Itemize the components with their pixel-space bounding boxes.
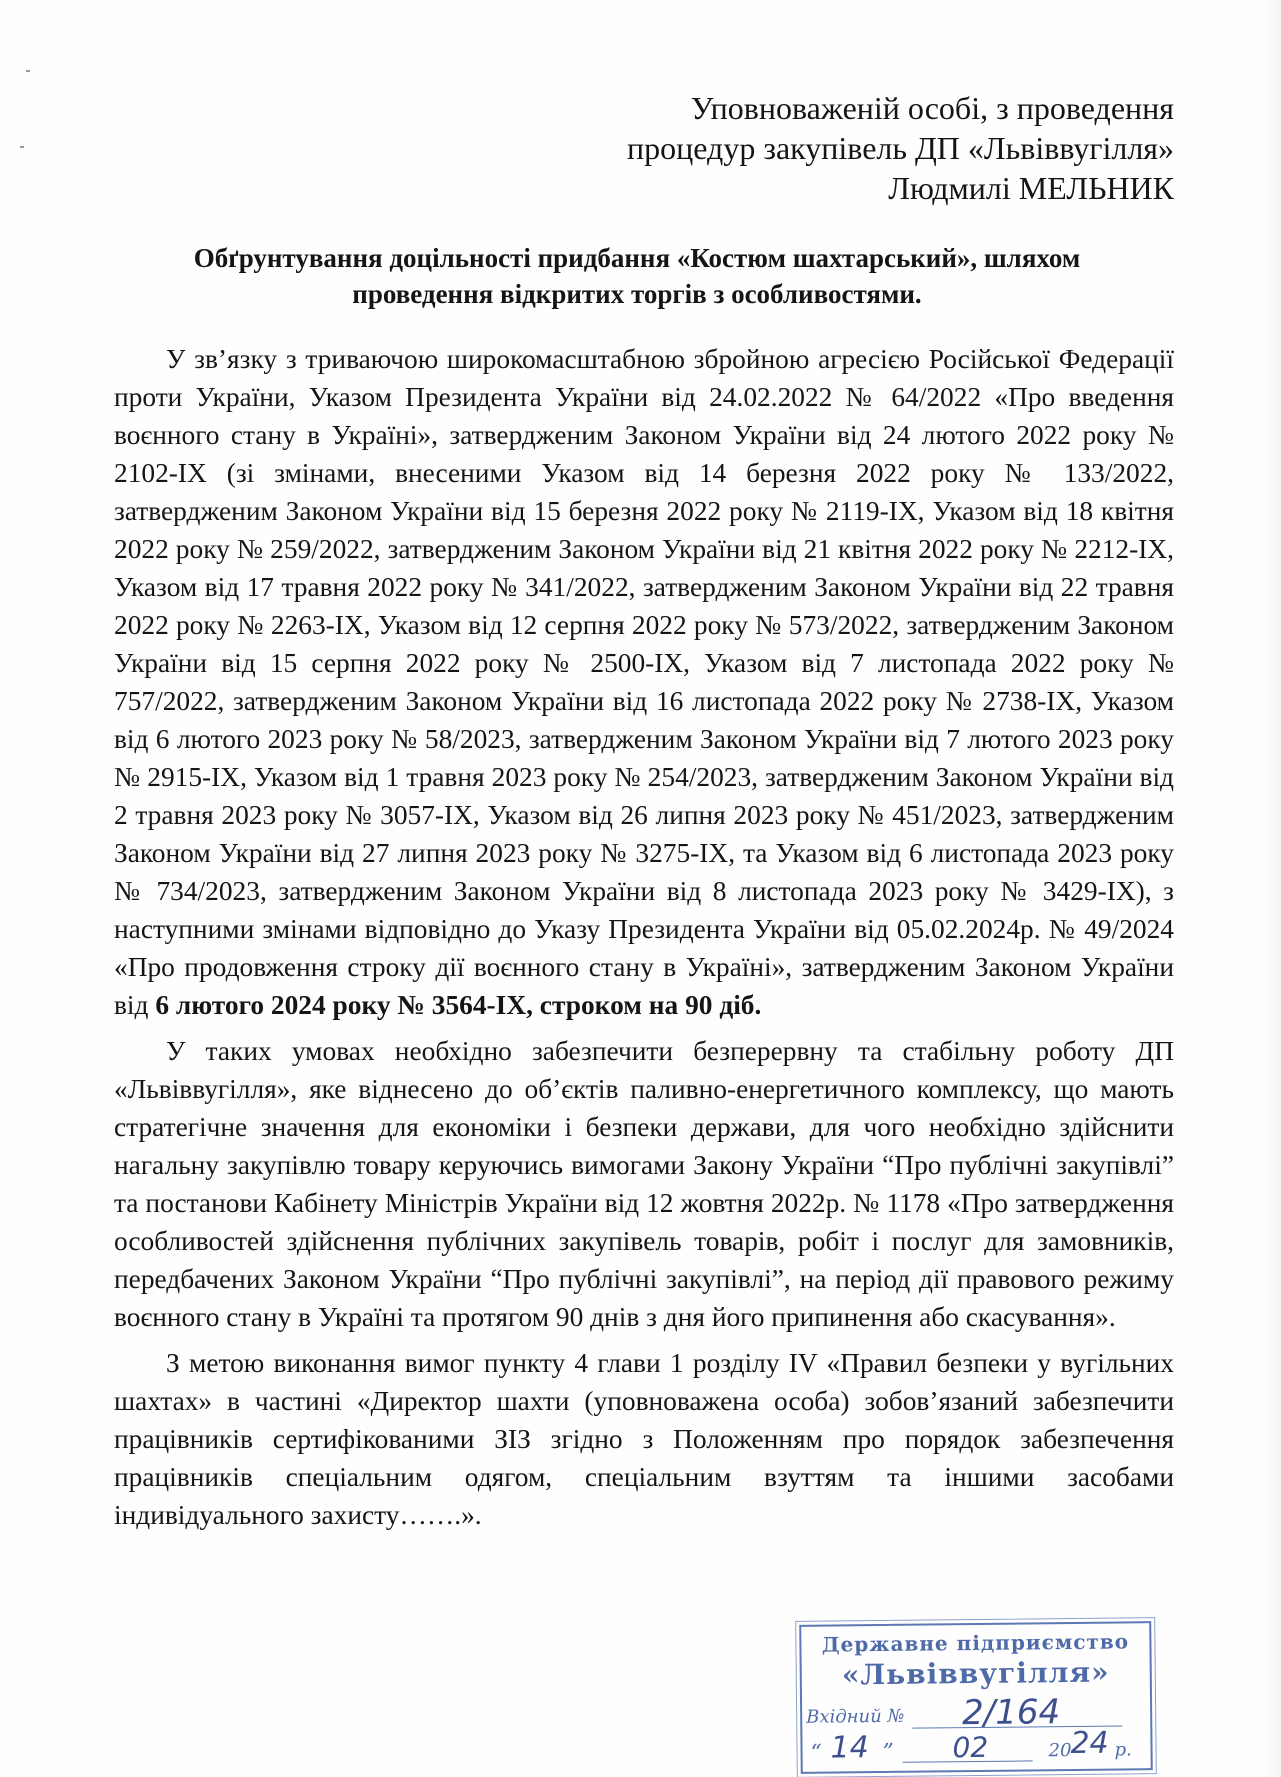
scan-edge-shadow — [1262, 0, 1281, 1777]
document-body — [114, 340, 1174, 1542]
paragraph-3: З метою виконання вимог пункту 4 глави 1 розділу IV «Правил безпеки у вугільних шахтах» в частині «Директор шахти (уповноважена особа) зобов’язаний забезпечити працівників сертифікованими ЗІЗ згідно з Положенням про порядок забезпечення працівників спеціальним одягом, спеціальним взуттям та іншими засобами індивідуального захисту…….». — [114, 1348, 1174, 1530]
stamp-organization: Державне підприємство — [821, 1629, 1130, 1657]
registration-stamp — [799, 1621, 1153, 1774]
stamp-quote-open: “ — [810, 1740, 822, 1766]
scan-speck — [20, 146, 24, 148]
addressee-block — [627, 88, 1174, 208]
stamp-year: 24 — [1070, 1725, 1109, 1762]
addressee-line-2: процедур закупівель ДП «Львіввугілля» — [627, 130, 1174, 166]
paragraph-1-bold: 6 лютого 2024 року № 3564-IX, строком на 90 діб. — [155, 990, 762, 1020]
paragraph-2: У таких умовах необхідно забезпечити безперервну та стабільну роботу ДП «Львіввугілля», яке віднесено до об’єктів паливно-енергетичного комплексу, що мають стратегічне значення для економіки і безпеки держави, для чого необхідно здійснити нагальну закупівлю товару керуючись вимогами Закону України “Про публічні закупівлі” та постанови Кабінету Міністрів України від 12 жовтня 2022р. № 1178 «Про затвердження особливостей здійснення публічних закупівель товарів, робіт і послуг для замовників, передбачених Законом України “Про публічні закупівлі”, на період дії правового режиму воєнного стану в Україні та протягом 90 днів з дня його припинення або скасування». — [114, 1036, 1174, 1332]
stamp-day: 14 — [830, 1730, 869, 1766]
stamp-quote-close: ” — [882, 1739, 894, 1765]
stamp-month: 02 — [952, 1730, 989, 1765]
stamp-company-name: «Львіввугілля» — [841, 1655, 1110, 1692]
stamp-incoming-label: Вхідний № — [806, 1705, 905, 1728]
paragraph-1 — [114, 340, 1174, 1024]
scan-speck — [26, 70, 30, 72]
addressee-line-3: Людмилі МЕЛЬНИК — [888, 170, 1174, 206]
title-line-1: Обґрунтування доцільності придбання «Костюм шахтарський», шляхом — [193, 243, 1081, 273]
title-line-2: проведення відкритих торгів з особливостями. — [352, 279, 922, 309]
stamp-year-end: р. — [1114, 1739, 1132, 1761]
stamp-incoming-number: 2/164 — [961, 1692, 1061, 1734]
document-title — [112, 240, 1162, 312]
addressee-line-1: Уповноваженій особі, з проведення — [690, 90, 1174, 126]
stamp-year-prefix: 20 — [1048, 1740, 1072, 1762]
paragraph-1-text: У зв’язку з триваючою широкомасштабною збройною агресією Російської Федерації проти України, Указом Президента України від 24.02.2022 № 64/2022 «Про введення воєнного стану в Україні», затвердженим Законом України від 24 лютого 2022 року № 2102-IX (зі змінами, внесеними Указом від 14 березня 2022 року № 133/2022, затвердженим Законом України від 15 березня 2022 року № 2119-IX, Указом від 18 квітня 2022 року № 259/2022, затвердженим Законом України від 21 квітня 2022 року № 2212-IX, Указом від 17 травня 2022 року № 341/2022, затвердженим Законом України від 22 травня 2022 року № 2263-IX, Указом від 12 серпня 2022 року № 573/2022, затвердженим Законом України від 15 серпня 2022 року № 2500-IX, Указом від 7 листопада 2022 року № 757/2022, затвердженим Законом України від 16 листопада 2022 року № 2738-IX, Указом від 6 лютого 2023 року № 58/2023, затвердженим Законом України від 7 лютого 2023 року № 2915-IX, Указом від 1 травня 2023 року № 254/2023, затвердженим Законом України від 2 травня 2023 року № 3057-IX, Указом від 26 липня 2023 року № 451/2023, затвердженим Законом України від 27 липня 2023 року № 3275-IX, та Указом від 6 листопада 2023 року № 734/2023, затвердженим Законом України від 8 листопада 2023 року № 3429-IX), з наступними змінами відповідно до Указу Президента України від 05.02.2024р. № 49/2024 «Про продовження строку дії воєнного стану в Україні», затвердженим Законом України від — [114, 344, 1174, 1020]
